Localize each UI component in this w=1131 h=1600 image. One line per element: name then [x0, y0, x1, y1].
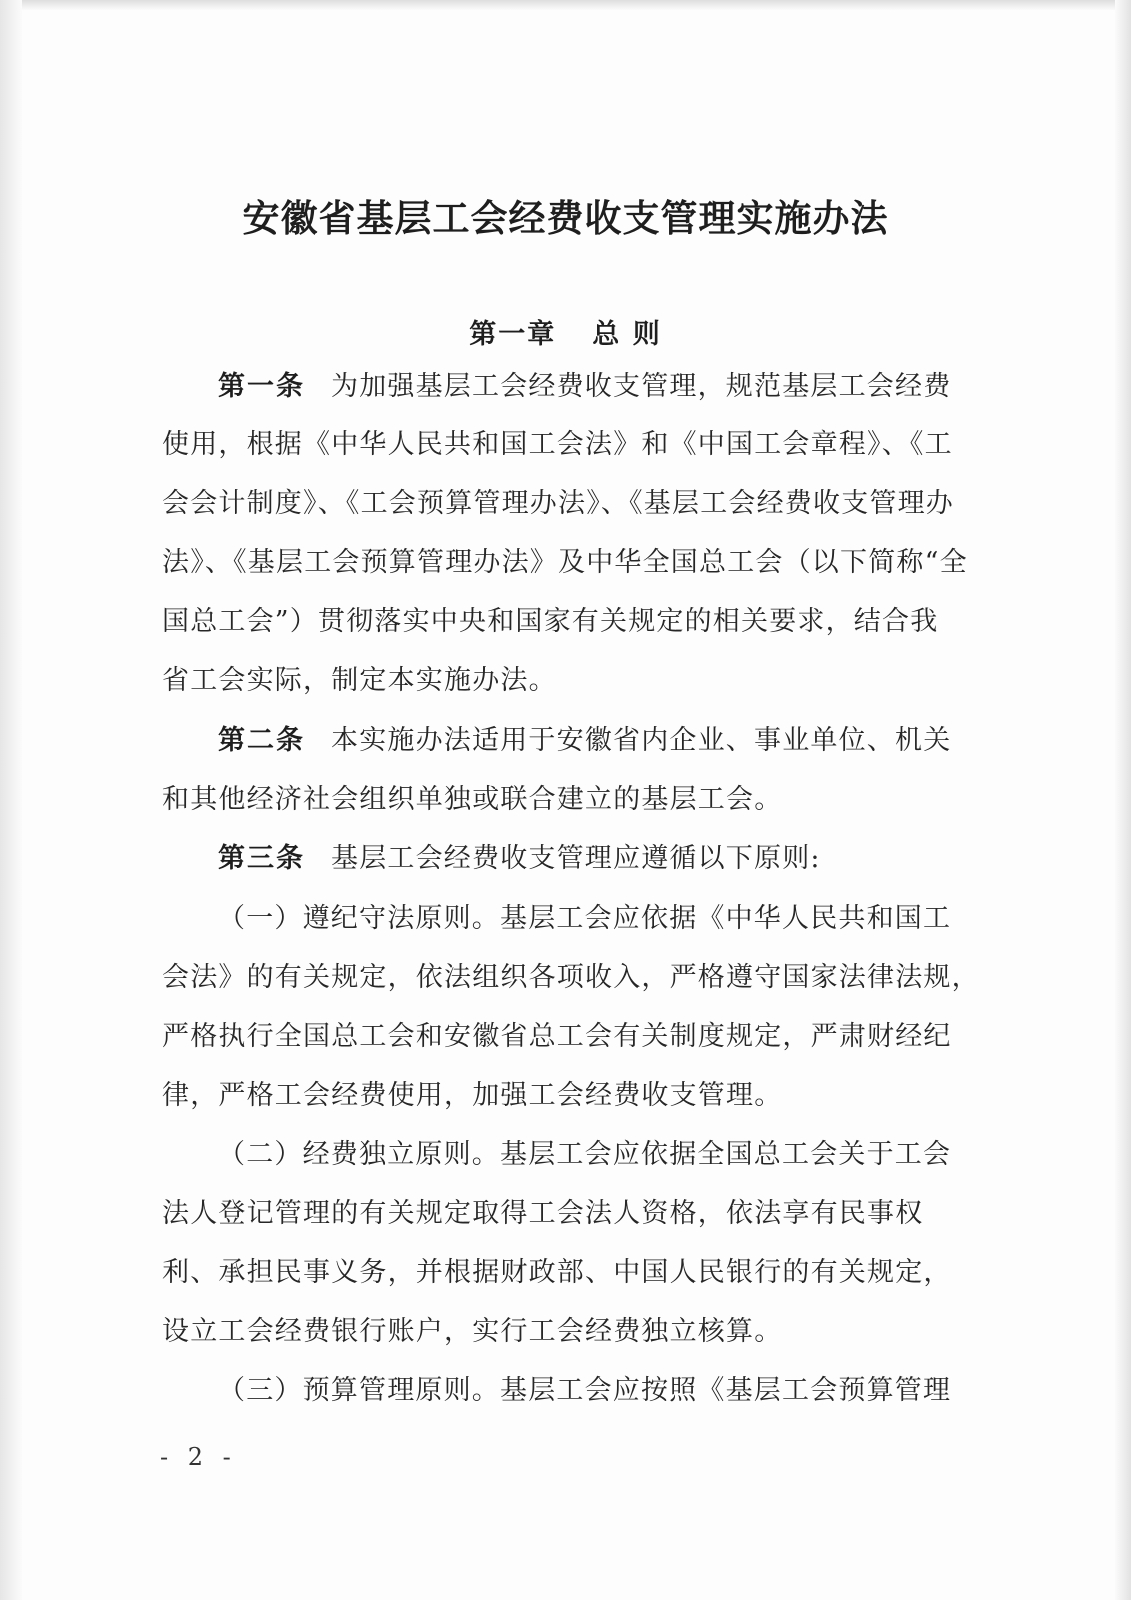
chapter-name: 总 则 [592, 319, 662, 350]
chapter-heading [0, 312, 1131, 351]
principle-2-line-4: 设立工会经费银行账户，实行工会经费独立核算。 [162, 1316, 783, 1347]
principle-1-line-1: （一）遵纪守法原则。基层工会应依据《中华人民共和国工 [218, 903, 952, 934]
article-1-line-4: 法》、《基层工会预算管理办法》及中华全国总工会（以下简称“全 [162, 547, 968, 578]
article-1-line-6: 省工会实际，制定本实施办法。 [162, 665, 557, 696]
article-2-label: 第二条 [218, 725, 305, 756]
article-2-line-1 [218, 724, 1002, 758]
article-2-text: 本实施办法适用于安徽省内企业、事业单位、机关 [331, 725, 952, 756]
principle-1-line-2: 会法》的有关规定，依法组织各项收入，严格遵守国家法律法规， [162, 962, 980, 993]
principle-3-line-1: （三）预算管理原则。基层工会应按照《基层工会预算管理 [218, 1375, 952, 1406]
article-3-line-1 [218, 842, 1002, 876]
article-3-text: 基层工会经费收支管理应遵循以下原则: [331, 843, 821, 874]
chapter-prefix: 第一章 [469, 319, 557, 350]
page-number: - 2 - [160, 1443, 237, 1471]
article-1-line-1 [218, 370, 1002, 404]
article-1-line-3: 会会计制度》、《工会预算管理办法》、《基层工会经费收支管理办 [162, 488, 954, 519]
principle-2-line-1: （二）经费独立原则。基层工会应依据全国总工会关于工会 [218, 1139, 952, 1170]
principle-2-line-2: 法人登记管理的有关规定取得工会法人资格，依法享有民事权 [162, 1198, 924, 1229]
principle-1-line-3: 严格执行全国总工会和安徽省总工会有关制度规定，严肃财经纪 [162, 1021, 952, 1052]
scan-edge-top [0, 0, 1131, 10]
article-1-line-5: 国总工会”）贯彻落实中央和国家有关规定的相关要求，结合我 [162, 606, 939, 637]
article-3-label: 第三条 [218, 843, 305, 874]
principle-2-line-3: 利、承担民事义务，并根据财政部、中国人民银行的有关规定， [162, 1257, 952, 1288]
article-1-text: 为加强基层工会经费收支管理，规范基层工会经费 [331, 371, 952, 402]
article-2-line-2: 和其他经济社会组织单独或联合建立的基层工会。 [162, 784, 783, 815]
principle-1-line-4: 律，严格工会经费使用，加强工会经费收支管理。 [162, 1080, 783, 1111]
article-1-label: 第一条 [218, 371, 305, 402]
document-title: 安徽省基层工会经费收支管理实施办法 [242, 196, 889, 240]
article-1-line-2: 使用，根据《中华人民共和国工会法》和《中国工会章程》、《工 [162, 429, 953, 460]
